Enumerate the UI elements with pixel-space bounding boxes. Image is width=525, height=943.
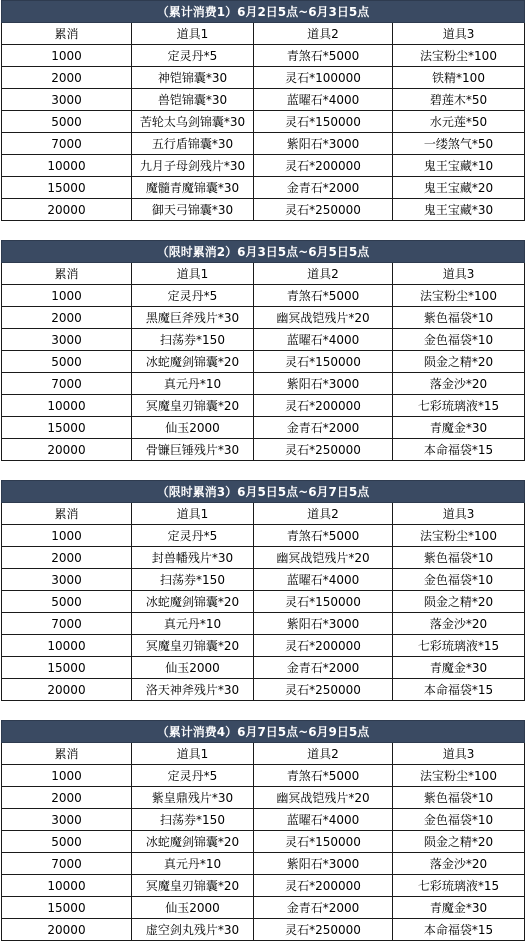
reward-table-2 (1, 240, 525, 461)
table-cell: 金色福袋*10 (393, 329, 525, 351)
table-cell: 魔髓青魔锦囊*30 (132, 177, 254, 199)
table-cell: 法宝粉尘*100 (393, 765, 525, 787)
column-header: 道具2 (254, 23, 393, 45)
table-row (2, 111, 525, 133)
table-cell: 5000 (2, 351, 132, 373)
table-cell: 冥魔皇刃锦囊*20 (132, 395, 254, 417)
table-cell: 20000 (2, 199, 132, 221)
table-cell: 幽冥战铠残片*20 (254, 547, 393, 569)
table-cell: 封兽幡残片*30 (132, 547, 254, 569)
table-cell: 鬼王宝藏*30 (393, 199, 525, 221)
table-cell: 2000 (2, 787, 132, 809)
table-cell: 冰蛇魔剑锦囊*20 (132, 831, 254, 853)
table-cell: 冥魔皇刃锦囊*20 (132, 635, 254, 657)
table-cell: 落金沙*20 (393, 373, 525, 395)
table-cell: 灵石*150000 (254, 111, 393, 133)
table-row (2, 351, 525, 373)
column-header: 道具1 (132, 263, 254, 285)
table-cell: 陨金之精*20 (393, 831, 525, 853)
table-cell: 7000 (2, 373, 132, 395)
column-header: 道具3 (393, 263, 525, 285)
column-header: 道具2 (254, 263, 393, 285)
table-cell: 2000 (2, 67, 132, 89)
column-header: 累消 (2, 503, 132, 525)
table-cell: 5000 (2, 831, 132, 853)
table-cell: 灵石*250000 (254, 679, 393, 701)
table-cell: 本命福袋*15 (393, 439, 525, 461)
table-cell: 黑魔巨斧残片*30 (132, 307, 254, 329)
table-cell: 灵石*150000 (254, 351, 393, 373)
table-cell: 紫阳石*3000 (254, 133, 393, 155)
table-cell: 御天弓锦囊*30 (132, 199, 254, 221)
table-header-row (2, 743, 525, 765)
table-cell: 金青石*2000 (254, 657, 393, 679)
table-cell: 金色福袋*10 (393, 569, 525, 591)
table-cell: 3000 (2, 809, 132, 831)
table-cell: 冥魔皇刃锦囊*20 (132, 875, 254, 897)
table-row (2, 875, 525, 897)
table-title-row (2, 481, 525, 503)
table-row (2, 395, 525, 417)
table-cell: 蓝曜石*4000 (254, 809, 393, 831)
table-cell: 一缕煞气*50 (393, 133, 525, 155)
table-cell: 15000 (2, 177, 132, 199)
table-header-row (2, 23, 525, 45)
table-row (2, 89, 525, 111)
table-cell: 青煞石*5000 (254, 525, 393, 547)
table-cell: 灵石*250000 (254, 919, 393, 941)
table-cell: 紫阳石*3000 (254, 373, 393, 395)
table-row (2, 853, 525, 875)
table-row (2, 657, 525, 679)
table-cell: 紫皇鼎残片*30 (132, 787, 254, 809)
table-cell: 陨金之精*20 (393, 591, 525, 613)
table-cell: 幽冥战铠残片*20 (254, 307, 393, 329)
table-cell: 定灵丹*5 (132, 45, 254, 67)
table-row (2, 525, 525, 547)
table-cell: 灵石*150000 (254, 831, 393, 853)
table-cell: 冰蛇魔剑锦囊*20 (132, 591, 254, 613)
reward-table-3 (1, 480, 525, 701)
table-cell: 2000 (2, 307, 132, 329)
table-row (2, 787, 525, 809)
table-cell: 蓝曜石*4000 (254, 89, 393, 111)
table-cell: 20000 (2, 439, 132, 461)
table-row (2, 439, 525, 461)
table-cell: 水元莲*50 (393, 111, 525, 133)
table-cell: 3000 (2, 569, 132, 591)
table-cell: 真元丹*10 (132, 613, 254, 635)
table-row (2, 547, 525, 569)
table-title-row (2, 241, 525, 263)
table-cell: 鬼王宝藏*10 (393, 155, 525, 177)
table-cell: 青魔金*30 (393, 897, 525, 919)
table-row (2, 285, 525, 307)
table-cell: 扫荡券*150 (132, 329, 254, 351)
column-header: 道具3 (393, 743, 525, 765)
column-header: 累消 (2, 23, 132, 45)
table-cell: 灵石*200000 (254, 155, 393, 177)
table-cell: 7000 (2, 853, 132, 875)
table-cell: 定灵丹*5 (132, 525, 254, 547)
table-row (2, 133, 525, 155)
table-cell: 1000 (2, 765, 132, 787)
table-cell: 灵石*200000 (254, 875, 393, 897)
table-cell: 青煞石*5000 (254, 45, 393, 67)
table-cell: 20000 (2, 919, 132, 941)
table-cell: 青煞石*5000 (254, 285, 393, 307)
table-cell: 青魔金*30 (393, 417, 525, 439)
table-cell: 扫荡券*150 (132, 569, 254, 591)
table-cell: 九月子母剑残片*30 (132, 155, 254, 177)
column-header: 累消 (2, 743, 132, 765)
table-row (2, 155, 525, 177)
table-cell: 灵石*200000 (254, 395, 393, 417)
table-cell: 紫阳石*3000 (254, 853, 393, 875)
table-cell: 金青石*2000 (254, 177, 393, 199)
table-cell: 幽冥战铠残片*20 (254, 787, 393, 809)
table-cell: 3000 (2, 89, 132, 111)
column-header: 道具1 (132, 743, 254, 765)
table-cell: 5000 (2, 111, 132, 133)
table-cell: 15000 (2, 657, 132, 679)
table-title: （限时累消3）6月5日5点~6月7日5点 (2, 481, 525, 503)
table-cell: 冰蛇魔剑锦囊*20 (132, 351, 254, 373)
table-cell: 洛天神斧残片*30 (132, 679, 254, 701)
table-cell: 青煞石*5000 (254, 765, 393, 787)
column-header: 道具1 (132, 503, 254, 525)
table-row (2, 897, 525, 919)
reward-table-4 (1, 720, 525, 941)
table-cell: 五行盾锦囊*30 (132, 133, 254, 155)
table-row (2, 67, 525, 89)
table-cell: 苦轮太乌剑锦囊*30 (132, 111, 254, 133)
table-row (2, 199, 525, 221)
table-cell: 灵石*250000 (254, 439, 393, 461)
table-cell: 10000 (2, 635, 132, 657)
table-row (2, 45, 525, 67)
table-cell: 1000 (2, 285, 132, 307)
table-row (2, 635, 525, 657)
column-header: 道具2 (254, 743, 393, 765)
table-cell: 1000 (2, 45, 132, 67)
table-cell: 金青石*2000 (254, 417, 393, 439)
table-title-row (2, 721, 525, 743)
table-cell: 10000 (2, 395, 132, 417)
table-cell: 兽铠锦囊*30 (132, 89, 254, 111)
table-cell: 真元丹*10 (132, 853, 254, 875)
table-cell: 本命福袋*15 (393, 679, 525, 701)
table-row (2, 591, 525, 613)
column-header: 道具3 (393, 23, 525, 45)
reward-table-1 (1, 0, 525, 221)
table-cell: 仙玉2000 (132, 417, 254, 439)
table-cell: 本命福袋*15 (393, 919, 525, 941)
table-cell: 定灵丹*5 (132, 285, 254, 307)
table-row (2, 569, 525, 591)
table-cell: 落金沙*20 (393, 853, 525, 875)
table-title: （限时累消2）6月3日5点~6月5日5点 (2, 241, 525, 263)
table-row (2, 417, 525, 439)
table-cell: 法宝粉尘*100 (393, 45, 525, 67)
table-cell: 虚空剑丸残片*30 (132, 919, 254, 941)
table-cell: 紫色福袋*10 (393, 307, 525, 329)
table-cell: 5000 (2, 591, 132, 613)
table-cell: 7000 (2, 133, 132, 155)
table-cell: 紫色福袋*10 (393, 547, 525, 569)
table-cell: 10000 (2, 155, 132, 177)
table-header-row (2, 263, 525, 285)
column-header: 累消 (2, 263, 132, 285)
table-cell: 神铠锦囊*30 (132, 67, 254, 89)
table-cell: 定灵丹*5 (132, 765, 254, 787)
table-row (2, 831, 525, 853)
table-cell: 扫荡券*150 (132, 809, 254, 831)
table-title: （累计消费1）6月2日5点~6月3日5点 (2, 1, 525, 23)
table-cell: 鬼王宝藏*20 (393, 177, 525, 199)
table-cell: 青魔金*30 (393, 657, 525, 679)
table-cell: 灵石*250000 (254, 199, 393, 221)
table-cell: 金色福袋*10 (393, 809, 525, 831)
table-row (2, 307, 525, 329)
table-row (2, 613, 525, 635)
column-header: 道具3 (393, 503, 525, 525)
column-header: 道具1 (132, 23, 254, 45)
table-cell: 七彩琉璃液*15 (393, 875, 525, 897)
table-cell: 金青石*2000 (254, 897, 393, 919)
table-cell: 碧莲木*50 (393, 89, 525, 111)
column-header: 道具2 (254, 503, 393, 525)
table-cell: 法宝粉尘*100 (393, 285, 525, 307)
table-row (2, 765, 525, 787)
table-row (2, 679, 525, 701)
table-cell: 仙玉2000 (132, 657, 254, 679)
table-cell: 蓝曜石*4000 (254, 329, 393, 351)
table-cell: 15000 (2, 897, 132, 919)
table-cell: 法宝粉尘*100 (393, 525, 525, 547)
table-cell: 15000 (2, 417, 132, 439)
table-cell: 2000 (2, 547, 132, 569)
table-cell: 仙玉2000 (132, 897, 254, 919)
table-cell: 10000 (2, 875, 132, 897)
table-cell: 铁精*100 (393, 67, 525, 89)
table-row (2, 919, 525, 941)
table-cell: 1000 (2, 525, 132, 547)
table-cell: 紫色福袋*10 (393, 787, 525, 809)
table-cell: 骨镰巨锤残片*30 (132, 439, 254, 461)
table-cell: 七彩琉璃液*15 (393, 635, 525, 657)
table-cell: 紫阳石*3000 (254, 613, 393, 635)
table-title: （累计消费4）6月7日5点~6月9日5点 (2, 721, 525, 743)
table-row (2, 809, 525, 831)
table-row (2, 177, 525, 199)
table-cell: 蓝曜石*4000 (254, 569, 393, 591)
table-header-row (2, 503, 525, 525)
table-row (2, 329, 525, 351)
table-cell: 灵石*150000 (254, 591, 393, 613)
table-cell: 7000 (2, 613, 132, 635)
table-cell: 落金沙*20 (393, 613, 525, 635)
table-cell: 20000 (2, 679, 132, 701)
table-cell: 灵石*100000 (254, 67, 393, 89)
table-cell: 陨金之精*20 (393, 351, 525, 373)
table-cell: 七彩琉璃液*15 (393, 395, 525, 417)
table-title-row (2, 1, 525, 23)
table-cell: 真元丹*10 (132, 373, 254, 395)
table-row (2, 373, 525, 395)
table-cell: 3000 (2, 329, 132, 351)
table-cell: 灵石*200000 (254, 635, 393, 657)
